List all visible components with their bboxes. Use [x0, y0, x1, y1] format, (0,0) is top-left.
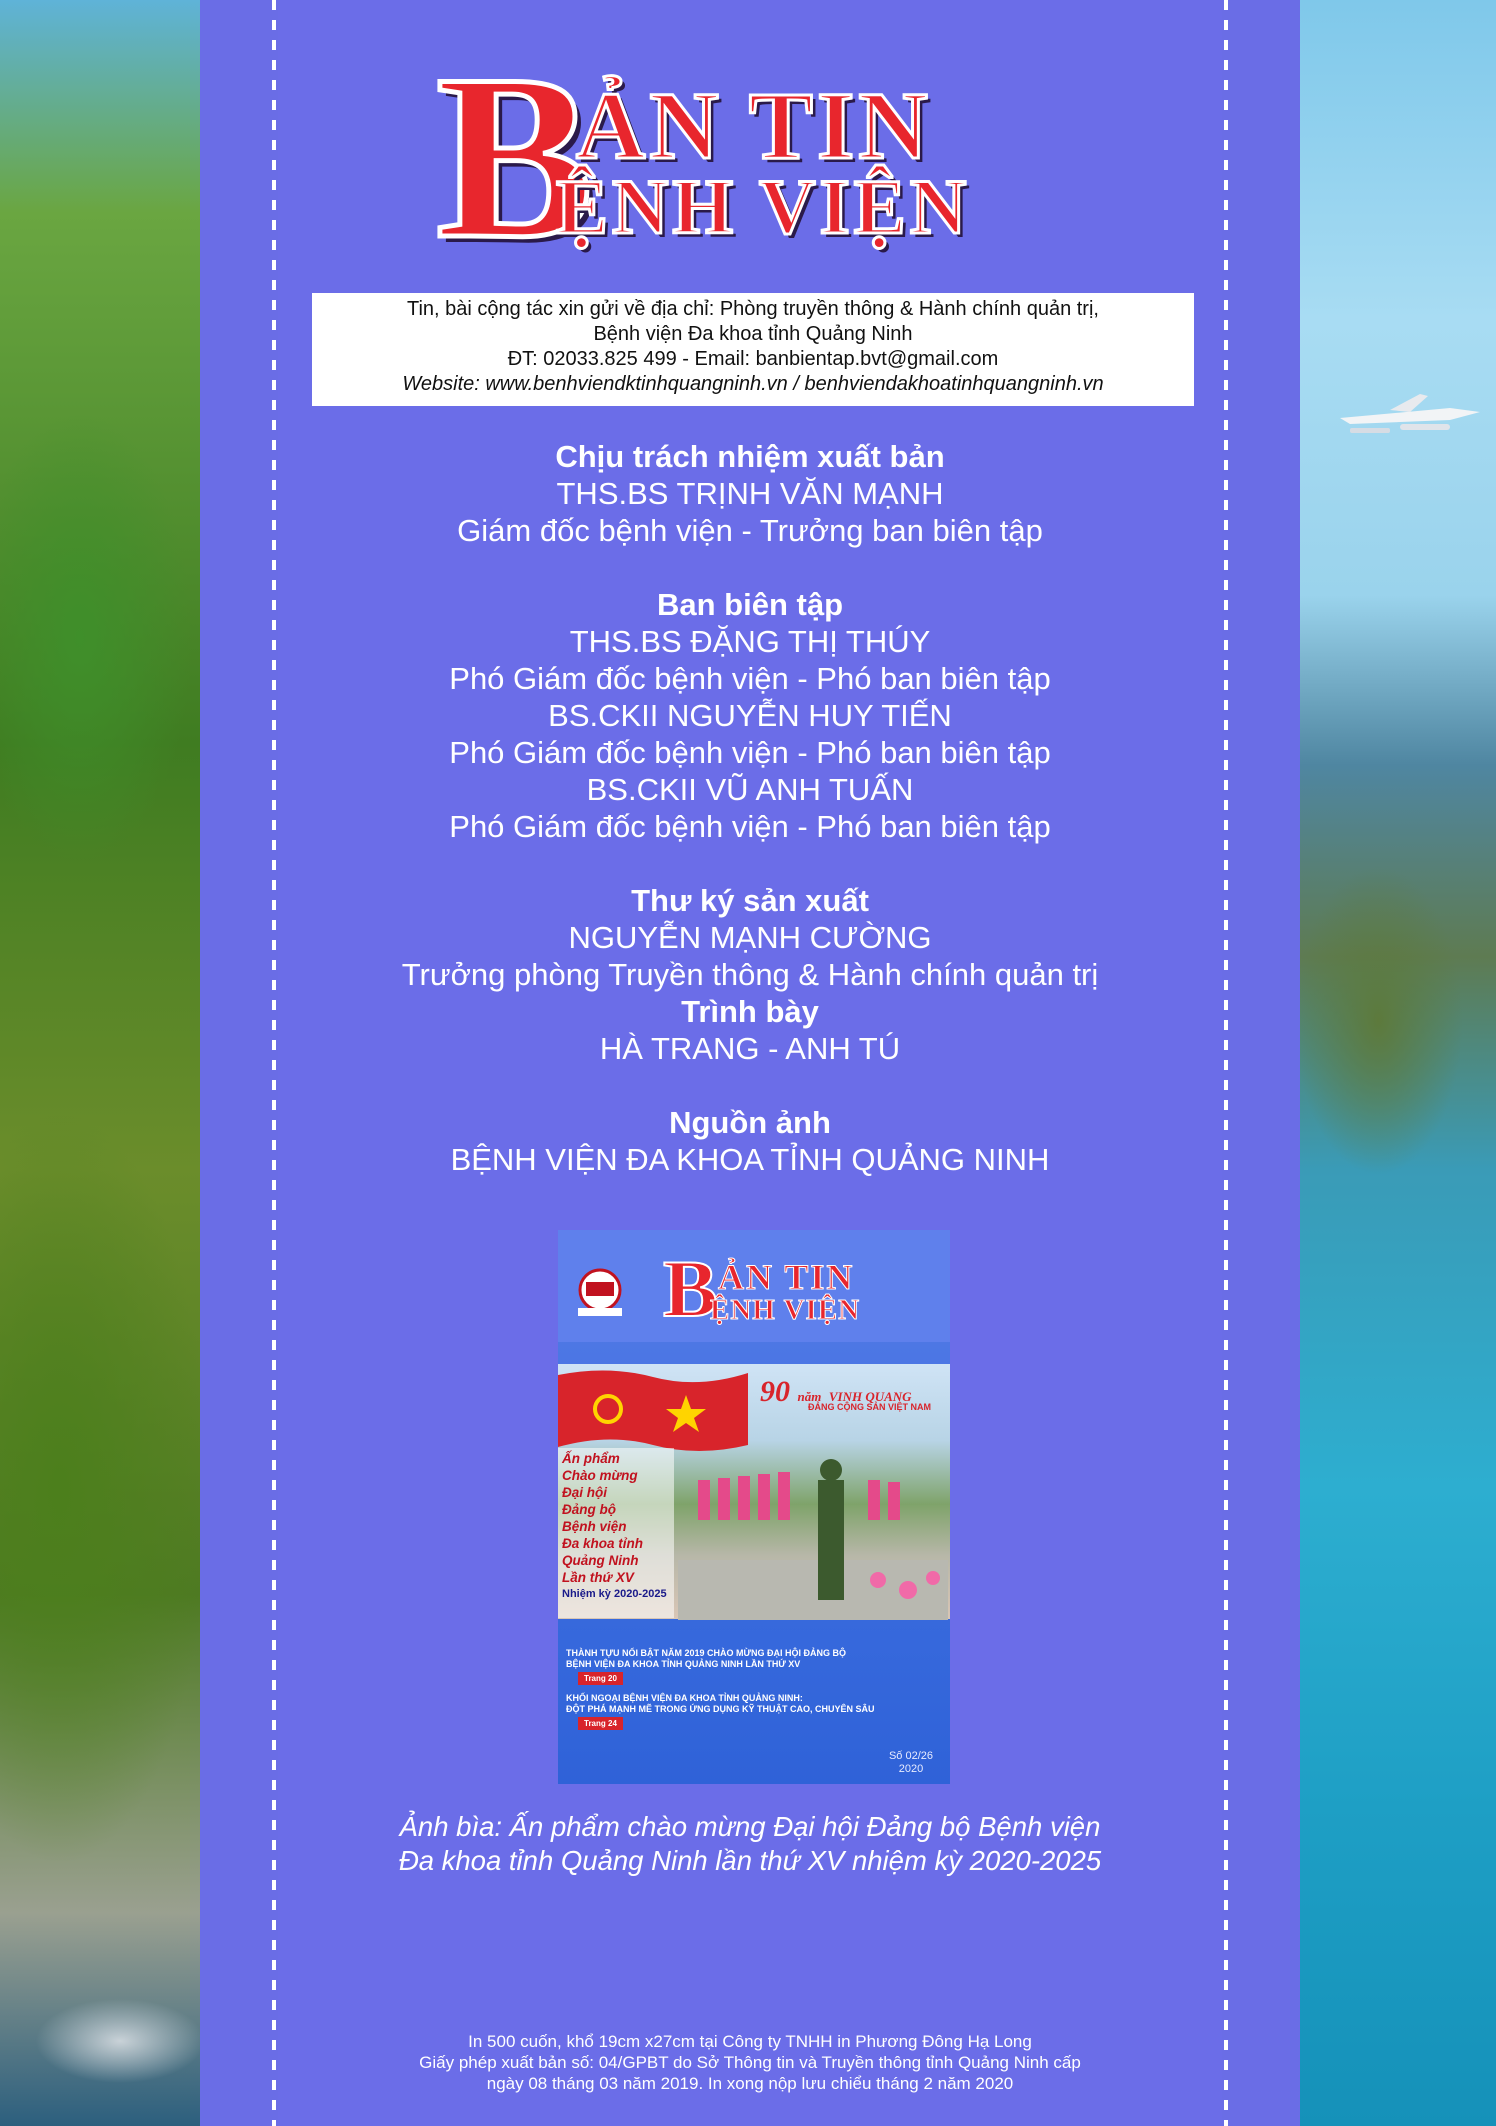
headline-line: THÀNH TỰU NỔI BẬT NĂM 2019 CHÀO MỪNG ĐẠI HỘI ĐẢNG BỘ	[566, 1648, 846, 1658]
anniversary-word: năm	[797, 1389, 822, 1404]
anniversary-number: 90	[760, 1375, 790, 1408]
contact-line: Bệnh viện Đa khoa tỉnh Quảng Ninh	[593, 323, 913, 345]
contact-line: ĐT: 02033.825 499 - Email: banbientap.bvt@gmail.com	[507, 348, 999, 370]
print-info-footer	[278, 2031, 1222, 2094]
photo-heading: Nguồn ảnh	[669, 1105, 831, 1140]
cover-headlines	[566, 1648, 942, 1738]
cover-masthead-initial: B	[663, 1243, 718, 1334]
masthead	[436, 27, 1076, 288]
issue-number	[876, 1750, 946, 1776]
footer-line: In 500 cuốn, khổ 19cm x27cm tại Công ty TNHH in Phương Đông Hạ Long	[468, 2032, 1032, 2051]
layout-heading: Trình bày	[681, 994, 819, 1029]
layout-names: HÀ TRANG - ANH TÚ	[599, 1031, 901, 1066]
anniversary-vinh-quang: VINH QUANG	[828, 1389, 912, 1404]
cover-caption	[278, 1810, 1222, 1878]
board-member-name: THS.BS ĐẶNG THỊ THÚY	[569, 624, 931, 659]
headline-line: KHỐI NGOẠI BỆNH VIỆN ĐA KHOA TỈNH QUẢNG NINH:	[566, 1693, 803, 1703]
right-dashed-line	[1224, 0, 1228, 2126]
anniversary-party: ĐẢNG CỘNG SẢN VIỆT NAM	[808, 1402, 932, 1412]
footer-line: ngày 08 tháng 03 năm 2019. In xong nộp lưu chiểu tháng 2 năm 2020	[486, 2074, 1014, 2093]
people-saluting-image	[678, 1440, 948, 1620]
publisher-name: THS.BS TRỊNH VĂN MẠNH	[556, 476, 944, 511]
cover-side-line: Quảng Ninh	[562, 1553, 639, 1568]
contact-website: Website: www.benhviendktinhquangninh.vn / benhviendakhoatinhquangninh.vn	[402, 373, 1104, 395]
cover-masthead-line-1: ẢN TIN	[718, 1257, 855, 1297]
board-member-name: BS.CKII NGUYỄN HUY TIẾN	[548, 698, 952, 733]
secretary-role: Trưởng phòng Truyền thông & Hành chính quản trị	[401, 957, 1099, 992]
headline-line: BỆNH VIỆN ĐA KHOA TỈNH QUẢNG NINH LẦN THỨ XV	[566, 1659, 801, 1669]
background-photo-right	[1300, 0, 1496, 2126]
cover-side-line: Đa khoa tỉnh	[562, 1536, 644, 1551]
publisher-heading: Chịu trách nhiệm xuất bản	[555, 439, 945, 474]
credits-section	[278, 438, 1222, 1178]
seaplane-image	[1330, 390, 1490, 440]
contact-box	[312, 293, 1194, 406]
contact-line: Tin, bài cộng tác xin gửi về địa chỉ: Phòng truyền thông & Hành chính quản trị,	[407, 298, 1099, 320]
board-member-role: Phó Giám đốc bệnh viện - Phó ban biên tập	[449, 809, 1051, 844]
left-dashed-line	[272, 0, 276, 2126]
board-member-name: BS.CKII VŨ ANH TUẤN	[586, 772, 914, 807]
issue-year-text: 2020	[898, 1763, 924, 1775]
background-photo-left	[0, 0, 200, 2126]
left-border-strip	[200, 0, 278, 2126]
caption-line: Đa khoa tỉnh Quảng Ninh lần thứ XV nhiệm kỳ 2020-2025	[398, 1845, 1102, 1876]
cover-side-line: Đại hội	[562, 1485, 608, 1500]
page-tag: Trang 20	[578, 1672, 623, 1685]
footer-line: Giấy phép xuất bản số: 04/GPBT do Sở Thông tin và Truyền thông tỉnh Quảng Ninh cấp	[419, 2053, 1081, 2072]
cover-side-line: Bệnh viện	[562, 1519, 627, 1534]
masthead-initial: B	[436, 27, 594, 288]
page-tag: Trang 24	[578, 1717, 623, 1730]
headline-line: ĐỘT PHÁ MẠNH MẼ TRONG ỨNG DỤNG KỸ THUẬT CAO, CHUYÊN SÂU	[566, 1704, 875, 1714]
publisher-role: Giám đốc bệnh viện - Trưởng ban biên tập	[457, 513, 1043, 548]
cover-side-term: Nhiệm kỳ 2020-2025	[562, 1588, 667, 1600]
board-heading: Ban biên tập	[656, 587, 843, 622]
masthead-line-2: ỆNH VIỆN	[556, 163, 971, 250]
secretary-name: NGUYỄN MẠNH CƯỜNG	[568, 920, 932, 955]
cover-thumbnail	[558, 1230, 950, 1784]
board-member-role: Phó Giám đốc bệnh viện - Phó ban biên tập	[449, 735, 1051, 770]
cover-side-line: Lần thứ XV	[562, 1570, 634, 1585]
cover-masthead-line-2: ỆNH VIỆN	[710, 1294, 861, 1326]
caption-line: Ảnh bìa: Ấn phẩm chào mừng Đại hội Đảng bộ Bệnh viện	[399, 1811, 1101, 1842]
cover-side-text	[562, 1450, 682, 1603]
masthead-line-1: ẢN TIN	[576, 72, 932, 179]
cover-side-line: Đảng bộ	[562, 1502, 616, 1517]
cover-side-line: Chào mừng	[562, 1468, 638, 1483]
cover-side-line: Ấn phẩm	[562, 1451, 620, 1466]
hospital-logo-icon	[572, 1262, 628, 1322]
photo-source: BỆNH VIỆN ĐA KHOA TỈNH QUẢNG NINH	[450, 1142, 1050, 1177]
right-border-strip	[1222, 0, 1300, 2126]
secretary-heading: Thư ký sản xuất	[631, 883, 869, 918]
board-member-role: Phó Giám đốc bệnh viện - Phó ban biên tập	[449, 661, 1051, 696]
issue-no-text: Số 02/26	[888, 1750, 934, 1762]
